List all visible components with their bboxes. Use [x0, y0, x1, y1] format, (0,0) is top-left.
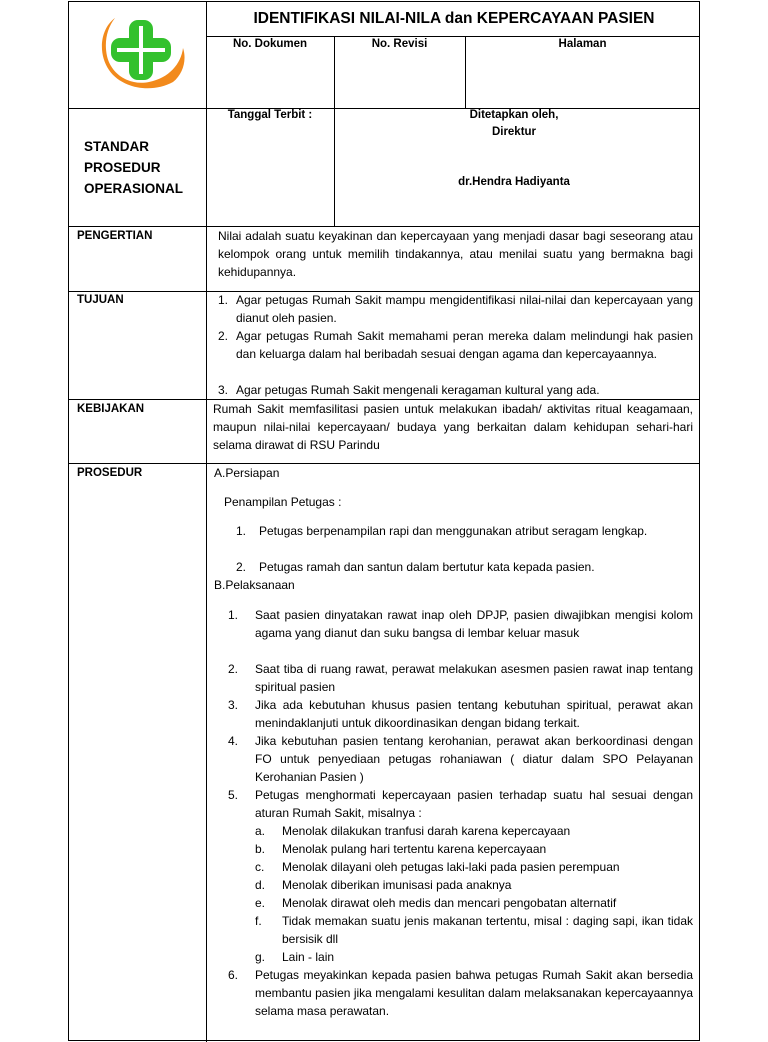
hospital-logo	[93, 12, 187, 92]
sub-item-b: Menolak pulang hari tertentu karena kepercayaan	[282, 842, 547, 856]
sub-item-f: Tidak memakan suatu jenis makanan tertentu, misal : daging sapi, ikan tidak bersisik dll	[282, 914, 693, 946]
tujuan-item-2: Agar petugas Rumah Sakit memahami peran mereka dalam melindungi hak pasien dan keluarga dalam hal beribadah sesuai dengan agama dan kepercayaannya.	[236, 329, 693, 361]
sub-item-c: Menolak dilayani oleh petugas laki-laki pada pasien perempuan	[282, 860, 620, 874]
penampilan-number-1: 1.	[236, 524, 247, 538]
sub-item-a: Menolak dilakukan tranfusi darah karena kepercayaan	[282, 824, 571, 838]
title-divider	[206, 36, 700, 37]
tujuan-label: TUJUAN	[77, 294, 124, 306]
tujuan-item-3: Agar petugas Rumah Sakit mengenali keragaman kultural yang ada.	[236, 383, 600, 397]
kebijakan-label: KEBIJAKAN	[77, 403, 145, 415]
sub-letter-b: b.	[255, 842, 266, 856]
tujuan-number-3: 3.	[218, 383, 229, 397]
column-divider	[206, 2, 207, 1042]
sub-letter-f: f.	[255, 914, 262, 928]
pengertian-text: Nilai adalah suatu keyakinan dan kepercayaan yang menjadi dasar bagi seseorang atau kelompok orang untuk memilih tindakannya, atau menilai suatu yang bermakna bagi kehidupannya.	[218, 229, 693, 279]
sub-letter-e: e.	[255, 896, 266, 910]
step-6: Petugas meyakinkan kepada pasien bahwa petugas Rumah Sakit akan bersedia membantu pasien jika mengalami kesulitan dalam melaksanakan kepercayaannya selama masa perawatan.	[255, 968, 693, 1018]
kebijakan-text: Rumah Sakit memfasilitasi pasien untuk melakukan ibadah/ aktivitas ritual keagamaan, maupun nilai-nilai kepercayaan/ budaya yang berkaitan dalam kehidupan sehari-hari selama dirawat di RSU Parindu	[213, 402, 693, 452]
page-label: Halaman	[558, 38, 607, 50]
step-5: Petugas menghormati kepercayaan pasien terhadap suatu hal sesuai dengan aturan Rumah Sakit, misalnya :	[255, 788, 693, 820]
green-cross-icon	[111, 20, 171, 80]
penampilan-item-1: Petugas berpenampilan rapi dan menggunakan atribut seragam lengkap.	[259, 524, 648, 538]
issue-date-label: Tanggal Terbit :	[227, 109, 313, 121]
doc-number-label: No. Dokumen	[232, 38, 308, 50]
step-number-6: 6.	[228, 968, 239, 982]
persiapan-heading: A.Persiapan	[214, 466, 280, 480]
director-name: dr.Hendra Hadiyanta	[458, 176, 570, 188]
sub-letter-d: d.	[255, 878, 266, 892]
penampilan-label: Penampilan Petugas :	[224, 495, 342, 509]
tujuan-number-2: 2.	[218, 329, 229, 343]
step-number-3: 3.	[228, 698, 239, 712]
pengertian-label: PENGERTIAN	[77, 230, 153, 242]
header-divider-1	[334, 36, 335, 226]
step-2: Saat tiba di ruang rawat, perawat melakukan asesmen pasien rawat inap tentang spiritual pasien	[255, 662, 693, 694]
sub-item-d: Menolak diberikan imunisasi pada anaknya	[282, 878, 512, 892]
revision-number-label: No. Revisi	[371, 38, 428, 50]
sub-letter-c: c.	[255, 860, 265, 874]
step-number-5: 5.	[228, 788, 239, 802]
approved-by-label: Ditetapkan oleh,	[469, 109, 559, 121]
sop-label: STANDAR PROSEDUR OPERASIONAL	[84, 139, 184, 196]
tujuan-item-1: Agar petugas Rumah Sakit mampu mengidentifikasi nilai-nilai dan kepercayaan yang dianut oleh pasien.	[236, 293, 693, 325]
pelaksanaan-heading: B.Pelaksanaan	[214, 578, 295, 592]
director-label: Direktur	[491, 126, 537, 138]
tujuan-number-1: 1.	[218, 293, 229, 307]
document-title: IDENTIFIKASI NILAI-NILA dan KEPERCAYAAN PASIEN	[253, 10, 655, 27]
row-divider-prosedur	[69, 463, 700, 464]
prosedur-label: PROSEDUR	[77, 467, 143, 479]
step-number-2: 2.	[228, 662, 239, 676]
step-1: Saat pasien dinyatakan rawat inap oleh DPJP, pasien diwajibkan mengisi kolom agama yang dianut dan suku bangsa di lembar keluar masuk	[255, 608, 693, 640]
step-number-1: 1.	[228, 608, 239, 622]
step-3: Jika ada kebutuhan khusus pasien tentang kebutuhan spiritual, perawat akan menindaklanjuti untuk dikoordinasikan dengan bidang terkait.	[255, 698, 693, 730]
step-4: Jika kebutuhan pasien tentang kerohanian, perawat akan berkoordinasi dengan FO untuk penyediaan petugas rohaniawan ( diatur dalam SPO Pelayanan Kerohanian Pasien )	[255, 734, 693, 784]
sub-item-g: Lain - lain	[282, 950, 335, 964]
sub-letter-a: a.	[255, 824, 266, 838]
sub-item-e: Menolak dirawat oleh medis dan mencari pengobatan alternatif	[282, 896, 617, 910]
step-number-4: 4.	[228, 734, 239, 748]
penampilan-number-2: 2.	[236, 560, 247, 574]
sub-letter-g: g.	[255, 950, 266, 964]
penampilan-item-2: Petugas ramah dan santun dalam bertutur kata kepada pasien.	[259, 560, 595, 574]
sop-document	[68, 1, 700, 1041]
